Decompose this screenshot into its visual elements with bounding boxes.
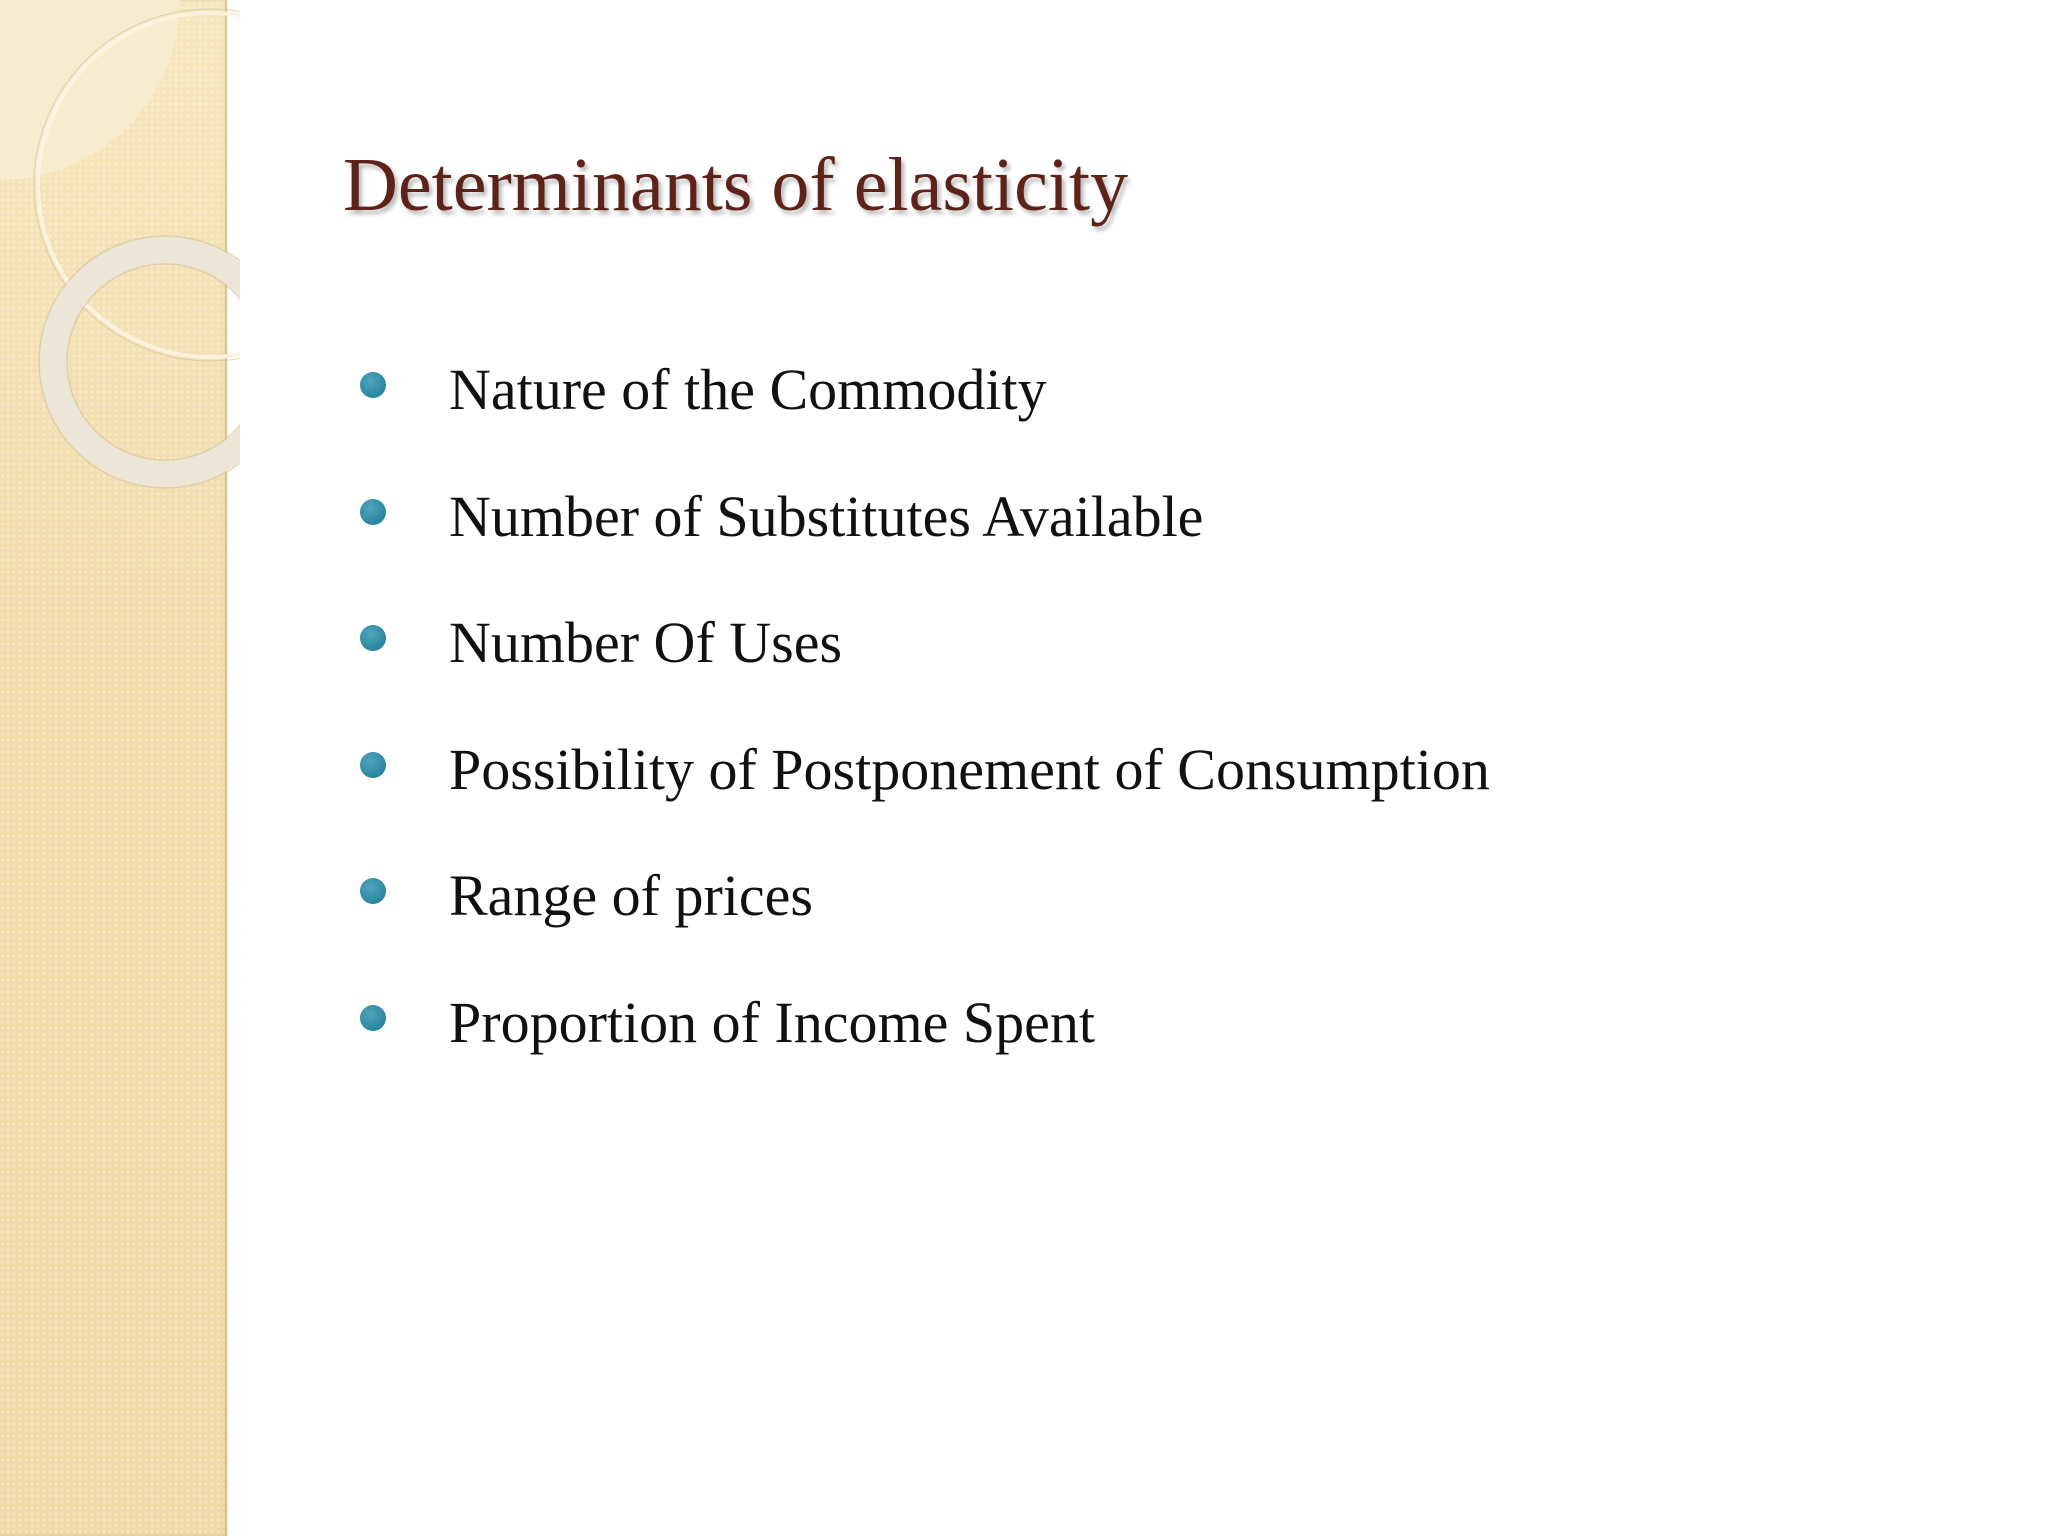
bullet-text: Proportion of Income Spent [449, 989, 1095, 1055]
circle-ornament-icon [0, 0, 240, 520]
bullet-dot-icon [360, 752, 386, 778]
list-item [360, 603, 1490, 730]
bullet-dot-icon [360, 1005, 386, 1031]
list-item [360, 477, 1490, 604]
bullet-dot-icon [360, 372, 386, 398]
bullet-list [360, 350, 1490, 1109]
bullet-text: Possibility of Postponement of Consumption [449, 736, 1490, 802]
slide-title: Determinants of elasticity [343, 143, 1129, 227]
bullet-text: Nature of the Commodity [449, 357, 1047, 422]
bullet-text: Number of Substitutes Available [449, 483, 1204, 549]
list-item [360, 730, 1490, 857]
bullet-dot-icon [360, 625, 386, 651]
bullet-dot-icon [360, 878, 386, 904]
list-item [360, 856, 1490, 983]
bullet-text: Number Of Uses [449, 610, 843, 675]
bullet-dot-icon [360, 499, 386, 525]
list-item [360, 350, 1490, 477]
bullet-text: Range of prices [449, 863, 813, 928]
list-item [360, 983, 1490, 1110]
